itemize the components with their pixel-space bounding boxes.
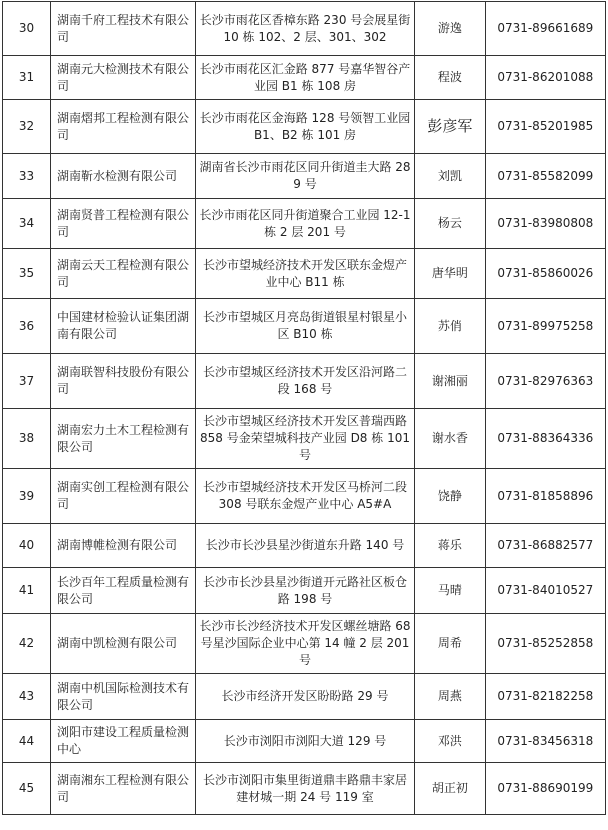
phone-number: 0731-85582099 xyxy=(485,154,605,199)
address: 长沙市雨花区汇金路 877 号嘉华智谷产业园 B1 栋 108 房 xyxy=(195,56,414,100)
organization-name: 湖南实创工程检测有限公司 xyxy=(50,469,195,524)
phone-number: 0731-86882577 xyxy=(485,524,605,568)
organization-name: 湖南博帷检测有限公司 xyxy=(50,524,195,568)
address: 长沙市雨花区金海路 128 号领智工业园 B1、B2 栋 101 房 xyxy=(195,100,414,154)
row-number: 42 xyxy=(3,614,51,674)
organization-name: 湖南中机国际检测技术有限公司 xyxy=(50,674,195,720)
row-number: 39 xyxy=(3,469,51,524)
table-row xyxy=(3,249,606,299)
address: 长沙市长沙经济技术开发区螺丝塘路 68 号星沙国际企业中心第 14 幢 2 层 201 号 xyxy=(195,614,414,674)
phone-number: 0731-82182258 xyxy=(485,674,605,720)
contact-person: 彭彦军 xyxy=(415,100,485,154)
organization-name: 浏阳市建设工程质量检测中心 xyxy=(50,720,195,763)
phone-number: 0731-84010527 xyxy=(485,568,605,614)
row-number: 36 xyxy=(3,299,51,354)
address: 长沙市雨花区香樟东路 230 号会展星街 10 栋 102、2 层、301、302 xyxy=(195,2,414,56)
address: 长沙市望城区月亮岛街道银星村银星小区 B10 栋 xyxy=(195,299,414,354)
phone-number: 0731-83456318 xyxy=(485,720,605,763)
phone-number: 0731-89661689 xyxy=(485,2,605,56)
organization-name: 湖南靳水检测有限公司 xyxy=(50,154,195,199)
table-row xyxy=(3,154,606,199)
table-row xyxy=(3,56,606,100)
phone-number: 0731-85860026 xyxy=(485,249,605,299)
contact-person: 周燕 xyxy=(415,674,485,720)
table-row xyxy=(3,199,606,249)
table-row xyxy=(3,100,606,154)
table-row xyxy=(3,354,606,409)
address: 长沙市浏阳市浏阳大道 129 号 xyxy=(195,720,414,763)
contact-person: 饶静 xyxy=(415,469,485,524)
table-row xyxy=(3,720,606,763)
contact-person: 唐华明 xyxy=(415,249,485,299)
contact-person: 邓洪 xyxy=(415,720,485,763)
table-row xyxy=(3,299,606,354)
contact-person: 刘凯 xyxy=(415,154,485,199)
contact-person: 程波 xyxy=(415,56,485,100)
table-row xyxy=(3,763,606,815)
phone-number: 0731-81858896 xyxy=(485,469,605,524)
organization-name: 湖南贤普工程检测有限公司 xyxy=(50,199,195,249)
address: 长沙市长沙县星沙街道东升路 140 号 xyxy=(195,524,414,568)
phone-number: 0731-86201088 xyxy=(485,56,605,100)
phone-number: 0731-88364336 xyxy=(485,409,605,469)
row-number: 34 xyxy=(3,199,51,249)
row-number: 44 xyxy=(3,720,51,763)
organization-name: 湖南熠邦工程检测有限公司 xyxy=(50,100,195,154)
row-number: 38 xyxy=(3,409,51,469)
organization-name: 湖南千府工程技术有限公司 xyxy=(50,2,195,56)
organization-name: 湖南联智科技股份有限公司 xyxy=(50,354,195,409)
row-number: 30 xyxy=(3,2,51,56)
address: 长沙市望城区经济技术开发区普瑞西路 858 号金荣望城科技产业园 D8 栋 101 号 xyxy=(195,409,414,469)
address: 长沙市望城经济技术开发区马桥河二段 308 号联东金煜产业中心 A5#A xyxy=(195,469,414,524)
contact-person: 谢湘丽 xyxy=(415,354,485,409)
contact-person: 苏俏 xyxy=(415,299,485,354)
contact-person: 胡正初 xyxy=(415,763,485,815)
table-row xyxy=(3,2,606,56)
row-number: 31 xyxy=(3,56,51,100)
table-row xyxy=(3,614,606,674)
address: 长沙市望城经济技术开发区联东金煜产业中心 B11 栋 xyxy=(195,249,414,299)
address: 长沙市长沙县星沙街道开元路社区板仓路 198 号 xyxy=(195,568,414,614)
table-row xyxy=(3,409,606,469)
row-number: 41 xyxy=(3,568,51,614)
address: 长沙市浏阳市集里街道鼎丰路鼎丰家居建材城一期 24 号 119 室 xyxy=(195,763,414,815)
contact-person: 谢水香 xyxy=(415,409,485,469)
contact-person: 杨云 xyxy=(415,199,485,249)
row-number: 40 xyxy=(3,524,51,568)
table-row xyxy=(3,674,606,720)
table-row xyxy=(3,469,606,524)
phone-number: 0731-82976363 xyxy=(485,354,605,409)
row-number: 33 xyxy=(3,154,51,199)
phone-number: 0731-89975258 xyxy=(485,299,605,354)
organization-name: 湖南中凯检测有限公司 xyxy=(50,614,195,674)
address: 长沙市经济开发区盼盼路 29 号 xyxy=(195,674,414,720)
inspection-agency-table xyxy=(2,1,606,815)
address: 湖南省长沙市雨花区同升街道圭大路 289 号 xyxy=(195,154,414,199)
organization-name: 湖南云天工程检测有限公司 xyxy=(50,249,195,299)
contact-person: 蒋乐 xyxy=(415,524,485,568)
row-number: 32 xyxy=(3,100,51,154)
phone-number: 0731-88690199 xyxy=(485,763,605,815)
phone-number: 0731-85201985 xyxy=(485,100,605,154)
organization-name: 湖南宏力土木工程检测有限公司 xyxy=(50,409,195,469)
organization-name: 湖南元大检测技术有限公司 xyxy=(50,56,195,100)
contact-person: 游逸 xyxy=(415,2,485,56)
row-number: 45 xyxy=(3,763,51,815)
organization-name: 中国建材检验认证集团湖南有限公司 xyxy=(50,299,195,354)
row-number: 43 xyxy=(3,674,51,720)
address: 长沙市雨花区同升街道聚合工业园 12-1 栋 2 层 201 号 xyxy=(195,199,414,249)
address: 长沙市望城区经济技术开发区沿河路二段 168 号 xyxy=(195,354,414,409)
row-number: 35 xyxy=(3,249,51,299)
table-row xyxy=(3,524,606,568)
table-row xyxy=(3,568,606,614)
organization-name: 长沙百年工程质量检测有限公司 xyxy=(50,568,195,614)
phone-number: 0731-85252858 xyxy=(485,614,605,674)
phone-number: 0731-83980808 xyxy=(485,199,605,249)
row-number: 37 xyxy=(3,354,51,409)
contact-person: 马晴 xyxy=(415,568,485,614)
organization-name: 湖南湘东工程检测有限公司 xyxy=(50,763,195,815)
contact-person: 周希 xyxy=(415,614,485,674)
